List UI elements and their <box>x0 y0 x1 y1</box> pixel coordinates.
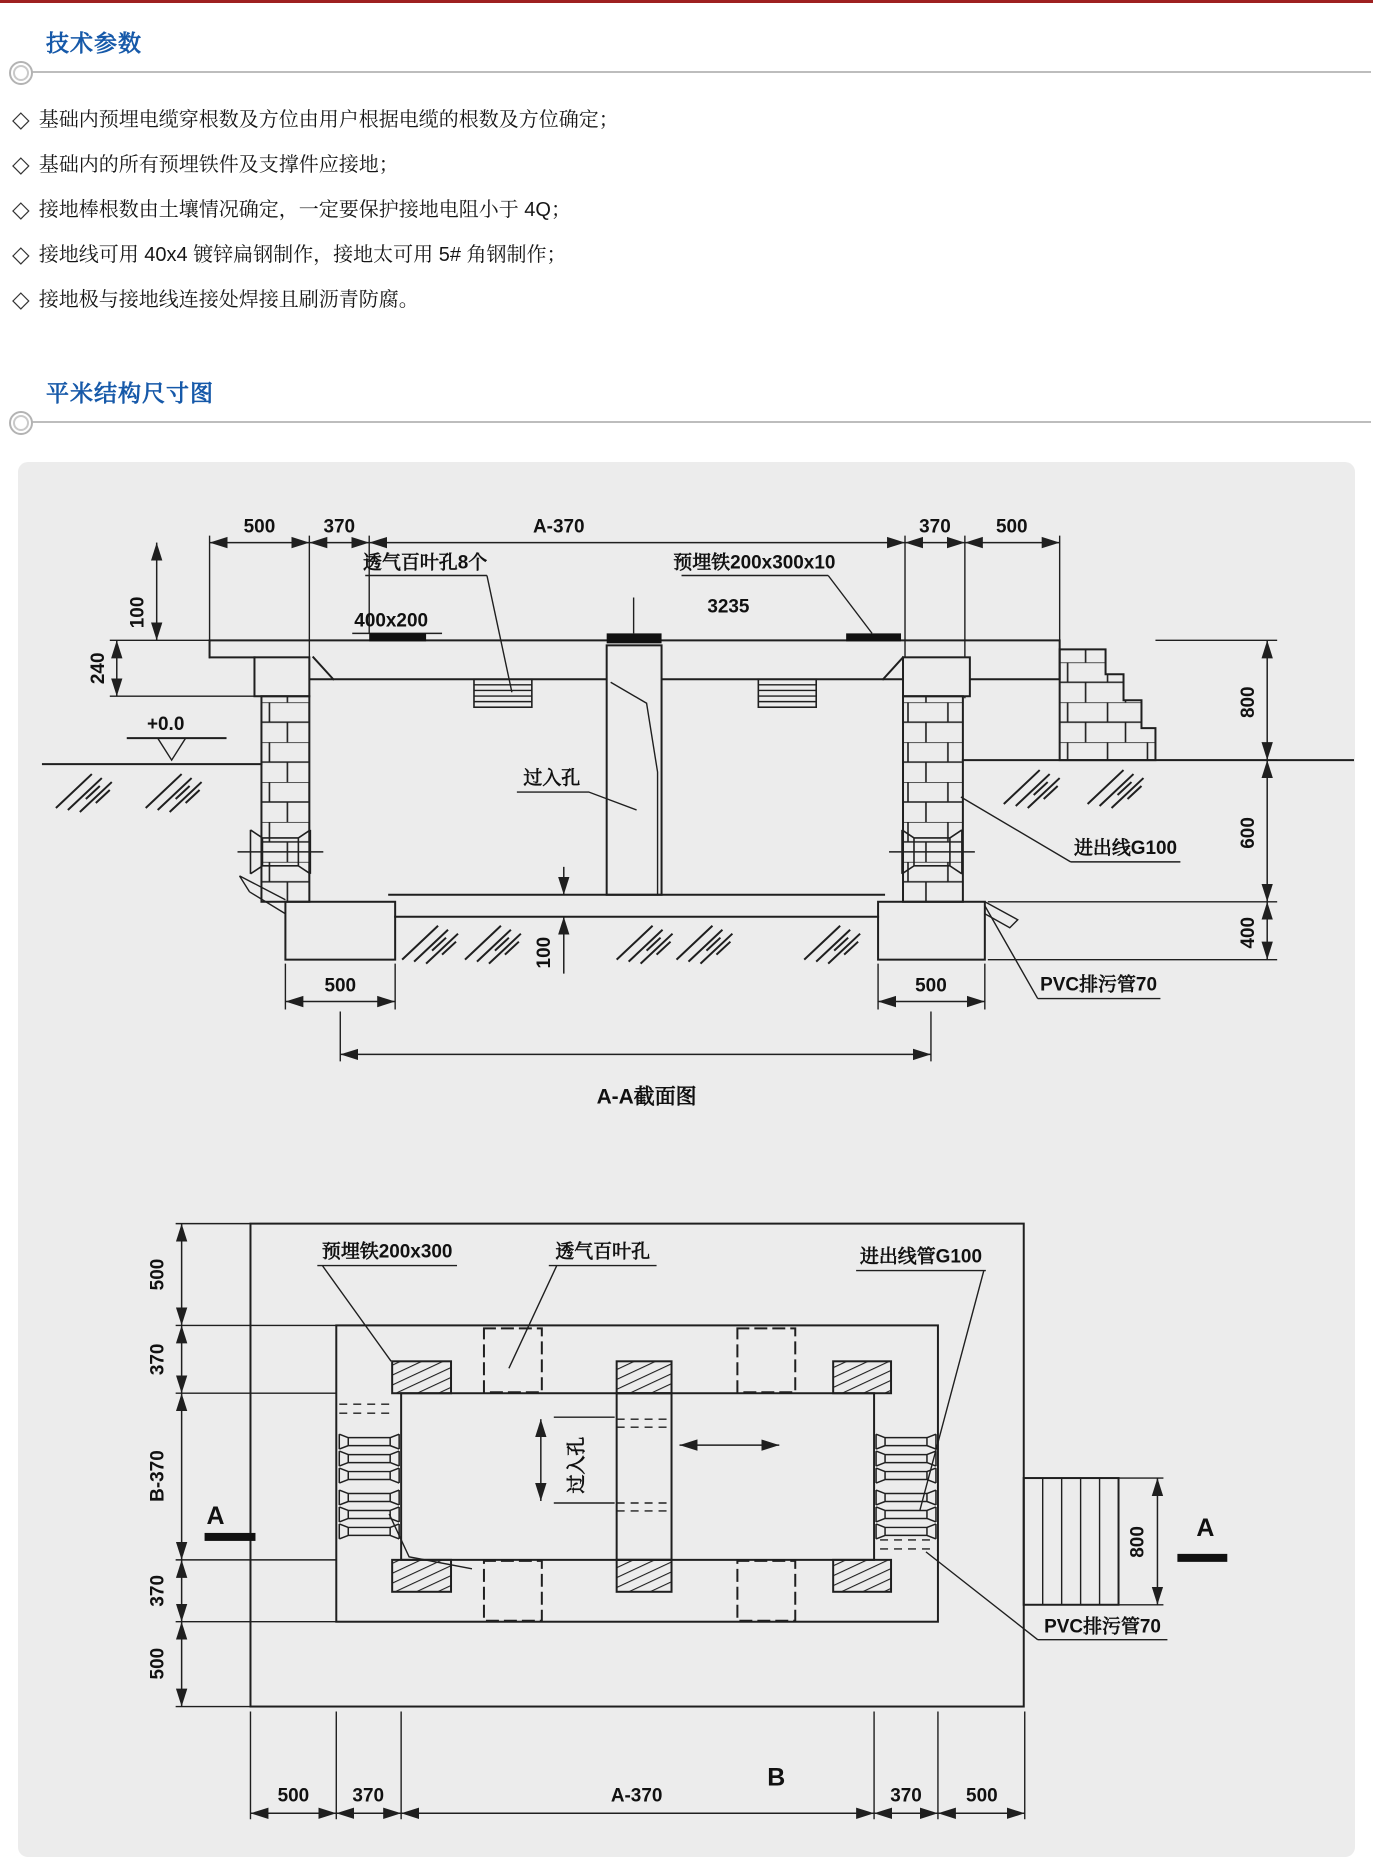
divider-line <box>30 421 1371 423</box>
divider-line <box>30 71 1371 73</box>
drawing-panel <box>18 462 1355 1857</box>
dim-label: 600 <box>1238 817 1260 849</box>
tech-params-divider <box>0 62 1373 92</box>
dim-label: 500 <box>147 1258 169 1291</box>
embed-plate <box>369 633 426 641</box>
hidden-lines <box>339 1404 936 1569</box>
dim-label: 370 <box>890 1785 922 1807</box>
diamond-bullet-icon: ◇ <box>12 286 30 312</box>
dim-label: A-370 <box>610 1785 663 1807</box>
dim-label: 800 <box>1127 1526 1149 1558</box>
dim-label: 100 <box>127 596 149 629</box>
plan-view-title: B <box>767 1763 786 1792</box>
inout-line-label: 进出线G100 <box>1073 837 1178 859</box>
inout-duct-label: 进出线管G100 <box>859 1246 983 1268</box>
list-item-text: 接地极与接地线连接处焊接且刷沥青防腐。 <box>38 289 419 311</box>
structure-dim-divider <box>0 412 1373 442</box>
manhole-marks <box>541 1417 779 1503</box>
dim-label: 500 <box>966 1785 998 1807</box>
plan-view-drawing <box>18 1142 1355 1857</box>
dim-label: 500 <box>915 975 947 997</box>
ring-icon <box>9 61 33 85</box>
ground-and-level <box>43 714 1353 812</box>
dim-label: 400 <box>1238 916 1260 949</box>
dim-label: 500 <box>147 1647 169 1680</box>
dim-label: B-370 <box>147 1450 169 1502</box>
tech-params-title: 技术参数 <box>46 30 142 56</box>
dim-label: 370 <box>147 1574 169 1607</box>
structure-dim-section <box>0 375 1373 442</box>
right-dimension-chain <box>988 640 1277 959</box>
embed-plate-label: 预埋铁200x300 <box>321 1241 453 1263</box>
dim-label: 500 <box>995 516 1028 538</box>
section-marker-a-right: A <box>1196 1513 1215 1542</box>
tech-params-list <box>12 108 1373 313</box>
ring-icon <box>9 411 33 435</box>
bottom-dimension-chain <box>250 1712 1024 1820</box>
section-view-drawing <box>18 462 1355 1142</box>
list-item <box>12 243 1373 268</box>
dim-label: 800 <box>1238 686 1260 719</box>
diamond-bullet-icon: ◇ <box>12 106 30 132</box>
left-dimension-chain <box>88 543 255 697</box>
embed-plates <box>392 1361 891 1591</box>
dim-label: 500 <box>277 1785 310 1807</box>
dim-label: 500 <box>243 516 276 538</box>
embed-plate-label: 预埋铁200x300x10 <box>673 552 836 574</box>
diamond-bullet-icon: ◇ <box>12 241 30 267</box>
pvc-drain-label: PVC排污管70 <box>1044 1616 1161 1638</box>
wall-pipe-spools <box>339 1434 936 1539</box>
list-item-text: 接地棒根数由土壤情况确定，一定要保护接地电阻小于 4Q； <box>38 199 571 221</box>
tech-params-section <box>0 25 1373 313</box>
list-item-text: 基础内预埋电缆穿根数及方位由用户根据电缆的根数及方位确定； <box>38 109 619 131</box>
dim-label: 240 <box>87 652 109 685</box>
list-item-text: 基础内的所有预埋铁件及支撑件应接地； <box>38 154 399 176</box>
left-wall <box>238 657 334 901</box>
embed-plate <box>846 633 901 641</box>
dim-label: 370 <box>919 516 951 538</box>
diamond-bullet-icon: ◇ <box>12 151 30 177</box>
structure-dim-title: 平米结构尺寸图 <box>46 380 214 406</box>
list-item <box>12 153 1373 178</box>
plate-size-label: 400x200 <box>354 610 429 632</box>
right-wall <box>883 657 975 901</box>
foundation-outline <box>250 1224 1023 1707</box>
dim-label: 370 <box>323 516 356 538</box>
top-accent-rule <box>0 0 1373 3</box>
dim-label: 100 <box>533 936 555 969</box>
duct-extension-block <box>1024 1478 1164 1605</box>
pvc-drain-label: PVC排污管70 <box>1040 974 1157 996</box>
dim-label: A-370 <box>532 516 585 538</box>
center-divider-wall <box>617 1393 672 1560</box>
footing-dims <box>285 964 984 1010</box>
code-3235: 3235 <box>707 596 750 618</box>
list-item <box>12 288 1373 313</box>
level-triangle-icon <box>158 738 186 760</box>
floor-thickness-dim <box>534 867 564 974</box>
dim-label: 370 <box>147 1343 169 1376</box>
left-dimension-chain <box>148 1224 337 1707</box>
louver-label: 透气百叶孔8个 <box>363 552 488 574</box>
section-view-title: A-A截面图 <box>596 1085 697 1109</box>
diamond-bullet-icon: ◇ <box>12 196 30 222</box>
section-marker-a-left: A <box>206 1501 225 1530</box>
overall-bottom-dim <box>340 1012 931 1062</box>
manhole-label: 过入孔 <box>566 1436 588 1494</box>
dim-label: 500 <box>324 975 357 997</box>
level-label: +0.0 <box>146 714 185 736</box>
dim-label: 370 <box>352 1785 385 1807</box>
embed-plate <box>607 633 662 643</box>
louver-label: 透气百叶孔 <box>555 1241 651 1263</box>
list-item <box>12 198 1373 223</box>
retaining-brick-steps <box>1060 649 1156 760</box>
left-footing <box>285 902 395 960</box>
right-footing <box>878 902 985 960</box>
list-item <box>12 108 1373 133</box>
manhole-label: 过入孔 <box>523 768 581 790</box>
middle-wall <box>607 633 662 894</box>
list-item-text: 接地线可用 40x4 镀锌扁钢制作，接地太可用 5# 角钢制作； <box>38 244 567 266</box>
